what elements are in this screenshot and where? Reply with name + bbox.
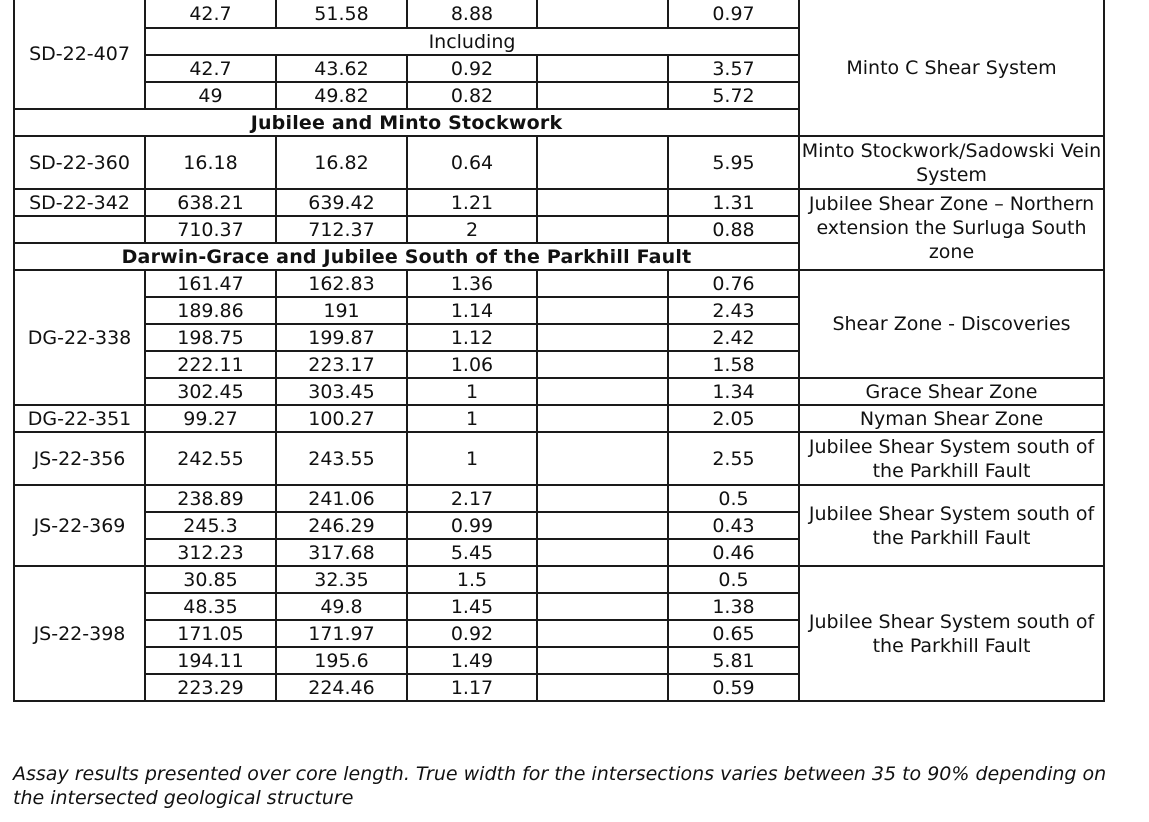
to-cell: 51.58 bbox=[276, 0, 407, 28]
structure-cell: Jubilee Shear Zone – Northern extension the Surluga South zone bbox=[799, 189, 1104, 270]
to-cell: 224.46 bbox=[276, 674, 407, 701]
length-cell: 1.36 bbox=[407, 270, 537, 297]
from-cell: 302.45 bbox=[145, 378, 276, 405]
section-heading-darwin-grace: Darwin-Grace and Jubilee South of the Parkhill Fault bbox=[14, 243, 799, 270]
blank-cell bbox=[537, 82, 668, 109]
to-cell: 639.42 bbox=[276, 189, 407, 216]
hole-id-cell: SD-22-360 bbox=[14, 136, 145, 189]
length-cell: 1.12 bbox=[407, 324, 537, 351]
length-cell: 1.06 bbox=[407, 351, 537, 378]
blank-cell bbox=[537, 620, 668, 647]
hole-id-cell: JS-22-356 bbox=[14, 432, 145, 485]
blank-cell bbox=[537, 674, 668, 701]
to-cell: 162.83 bbox=[276, 270, 407, 297]
grade-cell: 0.88 bbox=[668, 216, 799, 243]
blank-cell bbox=[537, 647, 668, 674]
length-cell: 1 bbox=[407, 405, 537, 432]
structure-cell: Nyman Shear Zone bbox=[799, 405, 1104, 432]
table-row bbox=[14, 432, 1104, 485]
to-cell: 241.06 bbox=[276, 485, 407, 512]
hole-id-cell: SD-22-407 bbox=[14, 0, 145, 109]
section-heading-jubilee-minto: Jubilee and Minto Stockwork bbox=[14, 109, 799, 136]
from-cell: 222.11 bbox=[145, 351, 276, 378]
structure-cell: Shear Zone - Discoveries bbox=[799, 270, 1104, 378]
assay-results-table-wrapper bbox=[13, 0, 1103, 702]
length-cell: 0.82 bbox=[407, 82, 537, 109]
blank-cell bbox=[537, 136, 668, 189]
table-row bbox=[14, 0, 1104, 28]
grade-cell: 0.59 bbox=[668, 674, 799, 701]
grade-cell: 0.5 bbox=[668, 566, 799, 593]
from-cell: 198.75 bbox=[145, 324, 276, 351]
from-cell: 42.7 bbox=[145, 55, 276, 82]
table-row bbox=[14, 136, 1104, 189]
blank-cell bbox=[537, 297, 668, 324]
table-row bbox=[14, 378, 1104, 405]
length-cell: 0.99 bbox=[407, 512, 537, 539]
grade-cell: 5.72 bbox=[668, 82, 799, 109]
to-cell: 32.35 bbox=[276, 566, 407, 593]
blank-cell bbox=[537, 189, 668, 216]
from-cell: 312.23 bbox=[145, 539, 276, 566]
to-cell: 100.27 bbox=[276, 405, 407, 432]
blank-cell bbox=[537, 405, 668, 432]
structure-cell: Jubilee Shear System south of the Parkhill Fault bbox=[799, 485, 1104, 566]
blank-cell bbox=[537, 216, 668, 243]
from-cell: 223.29 bbox=[145, 674, 276, 701]
hole-id-cell: JS-22-369 bbox=[14, 485, 145, 566]
grade-cell: 1.58 bbox=[668, 351, 799, 378]
hole-id-cell: JS-22-398 bbox=[14, 566, 145, 701]
to-cell: 199.87 bbox=[276, 324, 407, 351]
length-cell: 2.17 bbox=[407, 485, 537, 512]
to-cell: 223.17 bbox=[276, 351, 407, 378]
length-cell: 1 bbox=[407, 378, 537, 405]
length-cell: 1.17 bbox=[407, 674, 537, 701]
from-cell: 194.11 bbox=[145, 647, 276, 674]
table-footnote: Assay results presented over core length. True width for the intersections varies between 35 to 90% depending on the intersected geological structure bbox=[13, 763, 1107, 809]
table-row bbox=[14, 405, 1104, 432]
grade-cell: 0.43 bbox=[668, 512, 799, 539]
blank-cell bbox=[537, 566, 668, 593]
table-row bbox=[14, 485, 1104, 512]
to-cell: 43.62 bbox=[276, 55, 407, 82]
structure-cell: Grace Shear Zone bbox=[799, 378, 1104, 405]
blank-cell bbox=[537, 485, 668, 512]
grade-cell: 1.34 bbox=[668, 378, 799, 405]
grade-cell: 0.65 bbox=[668, 620, 799, 647]
grade-cell: 2.05 bbox=[668, 405, 799, 432]
length-cell: 1.49 bbox=[407, 647, 537, 674]
hole-id-cell: DG-22-338 bbox=[14, 270, 145, 405]
grade-cell: 0.97 bbox=[668, 0, 799, 28]
table-row bbox=[14, 270, 1104, 297]
length-cell: 8.88 bbox=[407, 0, 537, 28]
to-cell: 303.45 bbox=[276, 378, 407, 405]
from-cell: 710.37 bbox=[145, 216, 276, 243]
length-cell: 5.45 bbox=[407, 539, 537, 566]
blank-cell bbox=[537, 55, 668, 82]
grade-cell: 2.43 bbox=[668, 297, 799, 324]
grade-cell: 5.95 bbox=[668, 136, 799, 189]
from-cell: 245.3 bbox=[145, 512, 276, 539]
blank-cell bbox=[537, 378, 668, 405]
to-cell: 49.82 bbox=[276, 82, 407, 109]
length-cell: 0.92 bbox=[407, 620, 537, 647]
length-cell: 1.21 bbox=[407, 189, 537, 216]
to-cell: 317.68 bbox=[276, 539, 407, 566]
grade-cell: 0.5 bbox=[668, 485, 799, 512]
grade-cell: 3.57 bbox=[668, 55, 799, 82]
from-cell: 99.27 bbox=[145, 405, 276, 432]
to-cell: 246.29 bbox=[276, 512, 407, 539]
to-cell: 712.37 bbox=[276, 216, 407, 243]
blank-cell bbox=[537, 539, 668, 566]
blank-cell bbox=[537, 432, 668, 485]
from-cell: 161.47 bbox=[145, 270, 276, 297]
grade-cell: 5.81 bbox=[668, 647, 799, 674]
to-cell: 49.8 bbox=[276, 593, 407, 620]
structure-cell: Minto C Shear System bbox=[799, 0, 1104, 136]
length-cell: 0.92 bbox=[407, 55, 537, 82]
to-cell: 195.6 bbox=[276, 647, 407, 674]
blank-cell bbox=[537, 270, 668, 297]
blank-cell bbox=[537, 0, 668, 28]
grade-cell: 0.76 bbox=[668, 270, 799, 297]
to-cell: 243.55 bbox=[276, 432, 407, 485]
assay-results-table bbox=[13, 0, 1105, 702]
blank-cell bbox=[537, 593, 668, 620]
table-row bbox=[14, 189, 1104, 216]
grade-cell: 0.46 bbox=[668, 539, 799, 566]
hole-id-cell: SD-22-342 bbox=[14, 189, 145, 216]
to-cell: 16.82 bbox=[276, 136, 407, 189]
structure-cell: Minto Stockwork/Sadowski Vein System bbox=[799, 136, 1104, 189]
structure-cell: Jubilee Shear System south of the Parkhill Fault bbox=[799, 432, 1104, 485]
length-cell: 1 bbox=[407, 432, 537, 485]
from-cell: 49 bbox=[145, 82, 276, 109]
grade-cell: 2.42 bbox=[668, 324, 799, 351]
blank-cell bbox=[537, 351, 668, 378]
from-cell: 238.89 bbox=[145, 485, 276, 512]
length-cell: 0.64 bbox=[407, 136, 537, 189]
blank-cell bbox=[537, 324, 668, 351]
hole-id-cell-empty bbox=[14, 216, 145, 243]
from-cell: 171.05 bbox=[145, 620, 276, 647]
from-cell: 48.35 bbox=[145, 593, 276, 620]
length-cell: 2 bbox=[407, 216, 537, 243]
blank-cell bbox=[537, 512, 668, 539]
including-label: Including bbox=[145, 28, 799, 55]
table-row bbox=[14, 566, 1104, 593]
to-cell: 171.97 bbox=[276, 620, 407, 647]
grade-cell: 1.31 bbox=[668, 189, 799, 216]
to-cell: 191 bbox=[276, 297, 407, 324]
from-cell: 42.7 bbox=[145, 0, 276, 28]
from-cell: 16.18 bbox=[145, 136, 276, 189]
hole-id-cell: DG-22-351 bbox=[14, 405, 145, 432]
from-cell: 638.21 bbox=[145, 189, 276, 216]
from-cell: 242.55 bbox=[145, 432, 276, 485]
grade-cell: 2.55 bbox=[668, 432, 799, 485]
length-cell: 1.45 bbox=[407, 593, 537, 620]
length-cell: 1.5 bbox=[407, 566, 537, 593]
from-cell: 189.86 bbox=[145, 297, 276, 324]
grade-cell: 1.38 bbox=[668, 593, 799, 620]
from-cell: 30.85 bbox=[145, 566, 276, 593]
structure-cell: Jubilee Shear System south of the Parkhill Fault bbox=[799, 566, 1104, 701]
length-cell: 1.14 bbox=[407, 297, 537, 324]
